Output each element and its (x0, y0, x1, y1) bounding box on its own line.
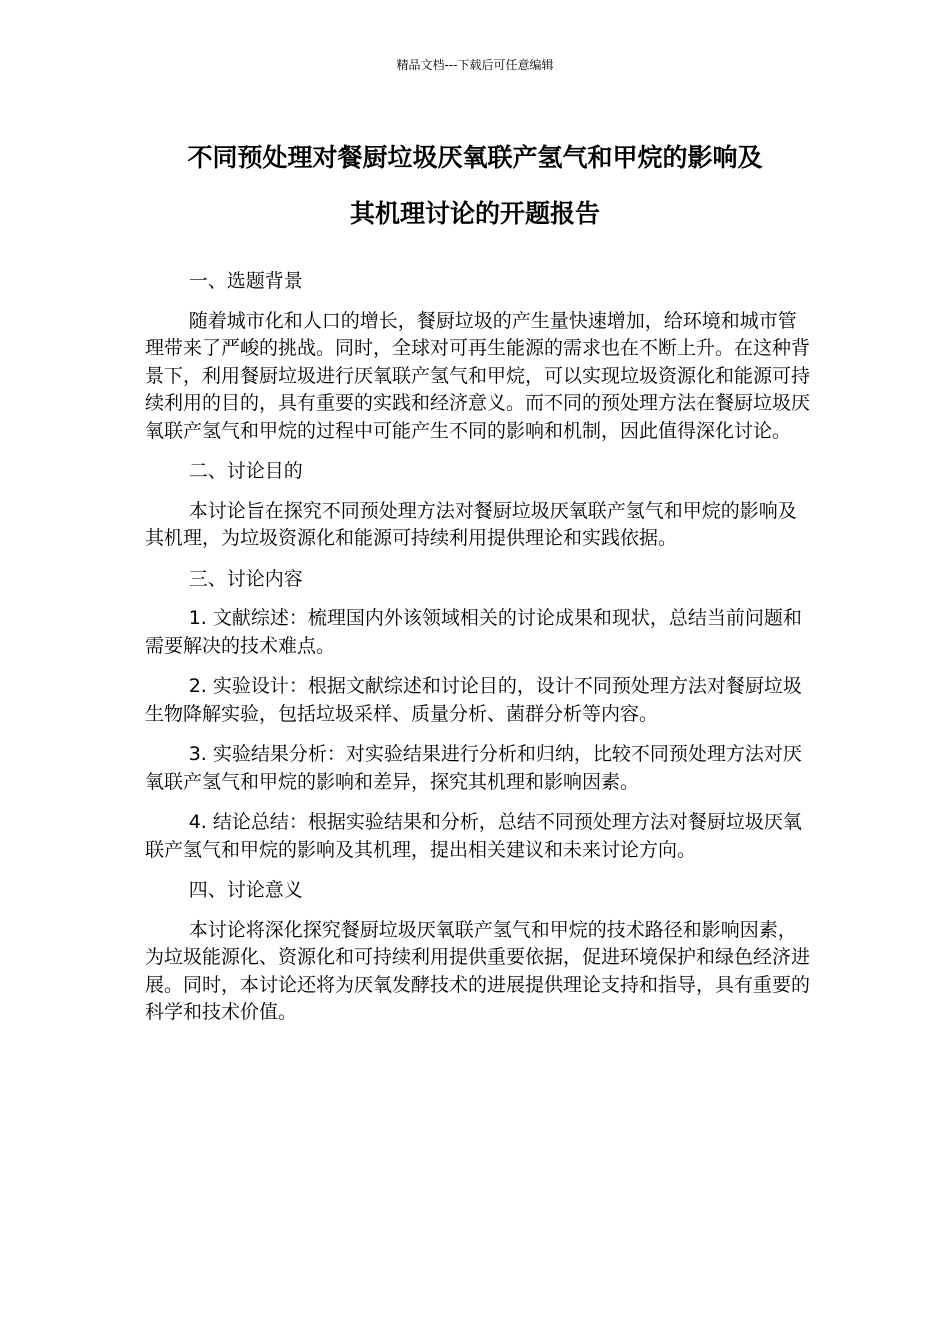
title-line-1: 不同预处理对餐厨垃圾厌氧联产氢气和甲烷的影响及 (187, 143, 763, 172)
paragraph-significance: 本讨论将深化探究餐厨垃圾厌氧联产氢气和甲烷的技术路径和影响因素，为垃圾能源化、资源化和可持续利用提供重要依据，促进环境保护和绿色经济进展。同时，本讨论还将为厌氧发酵技术的进展提供理论支持和指导，具有重要的科学和技术价值。 (145, 918, 811, 1023)
title-line-2: 其机理讨论的开题报告 (349, 199, 600, 228)
section-heading-significance: 四、讨论意义 (188, 879, 303, 901)
section-heading-purpose: 二、讨论目的 (188, 460, 303, 482)
list-item-literature-review: 1. 文献综述：梳理国内外该领域相关的讨论成果和现状，总结当前问题和需要解决的技术难点。 (145, 607, 802, 657)
list-item-experiment-design: 2. 实验设计：根据文献综述和讨论目的，设计不同预处理方法对餐厨垃圾生物降解实验，包括垃圾采样、质量分析、菌群分析等内容。 (145, 675, 802, 725)
paragraph-background: 随着城市化和人口的增长，餐厨垃圾的产生量快速增加，给环境和城市管理带来了严峻的挑战。同时，全球对可再生能源的需求也在不断上升。在这种背景下，利用餐厨垃圾进行厌氧联产氢气和甲烷，可以实现垃圾资源化和能源可持续利用的目的，具有重要的实践和经济意义。而不同的预处理方法在餐厨垃圾厌氧联产氢气和甲烷的过程中可能产生不同的影响和机制，因此值得深化讨论。 (145, 309, 811, 442)
section-heading-background: 一、选题背景 (188, 270, 303, 292)
paragraph-purpose: 本讨论旨在探究不同预处理方法对餐厨垃圾厌氧联产氢气和甲烷的影响及其机理，为垃圾资源化和能源可持续利用提供理论和实践依据。 (145, 499, 797, 549)
section-heading-content: 三、讨论内容 (188, 567, 303, 590)
list-item-result-analysis: 3. 实验结果分析：对实验结果进行分析和归纳，比较不同预处理方法对厌氧联产氢气和甲烷的影响和差异，探究其机理和影响因素。 (145, 743, 802, 793)
list-item-conclusion: 4. 结论总结：根据实验结果和分析，总结不同预处理方法对餐厨垃圾厌氧联产氢气和甲烷的影响及其机理，提出相关建议和未来讨论方向。 (145, 811, 802, 861)
document-body (145, 268, 810, 1040)
document-title (130, 130, 820, 242)
header-note: 精品文档---下载后可任意编辑 (396, 58, 554, 72)
